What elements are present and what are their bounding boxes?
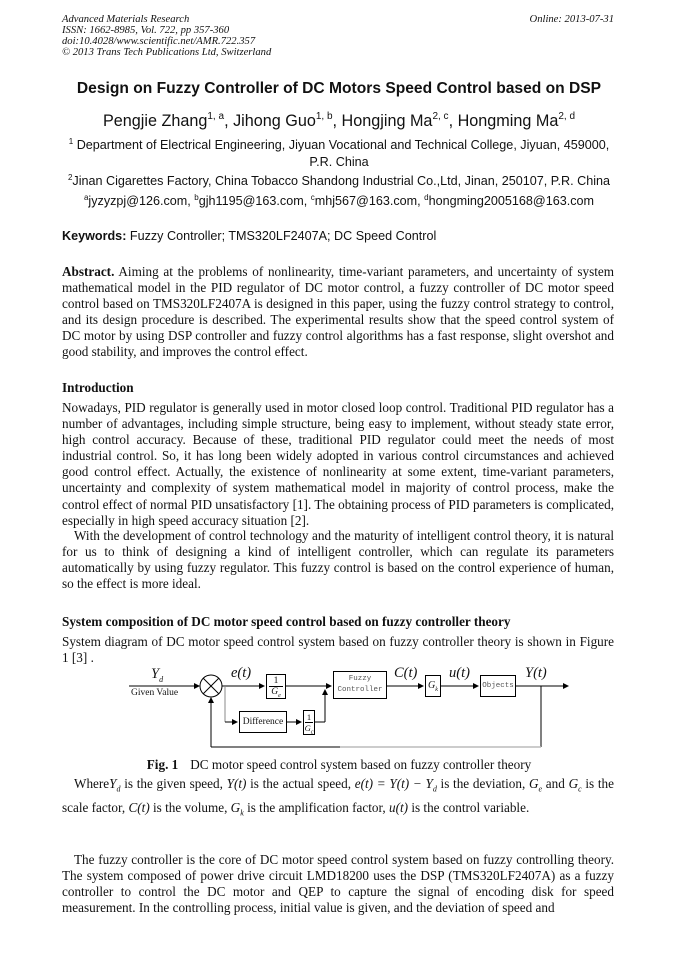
difference-block: Difference — [239, 711, 287, 733]
yt-label: Y(t) — [525, 665, 547, 681]
author-name: Hongjing Ma — [341, 112, 433, 130]
abstract-label: Abstract. — [62, 264, 115, 279]
abstract-text: Aiming at the problems of nonlinearity, time-variant parameters, and uncertainty of system mathematical model in the PID regulator of DC motor control, a fuzzy controller of DC motor speed control based on TMS320LF2407A is designed in this paper, using the fuzzy control strategy to control, and its design procedure is described. The experimental results show that the speed control system of DC motor by using DSP controller and fuzzy control algorithms has a fast response, slight overshot and good stability, and improves the control effect. — [62, 264, 614, 360]
author-sup: 1, a — [207, 111, 225, 122]
doi-line: doi:10.4028/www.scientific.net/AMR.722.357 — [62, 36, 256, 47]
author-sup: 2, c — [432, 111, 449, 122]
author-name: Pengjie Zhang — [102, 112, 208, 130]
section-heading-system: System composition of DC motor speed control based on fuzzy controller theory — [62, 614, 511, 629]
system-paragraph-1: System diagram of DC motor speed control system based on fuzzy controller theory is shown in Figure 1 [3] . — [62, 634, 614, 666]
author-name: Hongming Ma — [457, 112, 559, 130]
ct-label: C(t) — [394, 665, 418, 681]
keywords — [62, 229, 436, 243]
objects-block: Objects — [480, 675, 516, 697]
ut-label: u(t) — [449, 665, 470, 681]
inverse-ge-block: $\frac{1}{G_e}$ — [266, 674, 286, 699]
figure-label: Fig. 1 — [146, 757, 179, 772]
keywords-text: Fuzzy Controller; TMS320LF2407A; DC Speed Control — [129, 229, 437, 243]
author-sup: 1, b — [315, 111, 333, 122]
email-link[interactable]: hongming2005168@163.com — [428, 194, 595, 208]
figure-caption-text: DC motor speed control system based on fuzzy controller theory — [190, 757, 532, 772]
affiliation-2: $^2$Jinan Cigarettes Factory, China Tobacco Shandong Industrial Co.,Ltd, Jinan, 250107, P.R. China — [67, 173, 611, 188]
intro-paragraph-1: Nowadays, PID regulator is generally used in motor closed loop control. Traditional PID regulator has a number of advantages, including simple structure, being easy to implement, without steady state error, high control accuracy. Because of these, traditional PID regulator could meet the needs of most industrial control. So, it has long been widely adopted in various control circumstances and achieved good control effect. Actually, the existence of nonlinearity at some extent, time-variant parameters, uncertainty and complexity of system mathematical model in majority of control process, make the control effect of normal PID unsatisfactory [1]. The obtaining process of PID parameters is complicated, especially in high speed accuracy situation [2]. — [62, 400, 614, 528]
issn-line: ISSN: 1662-8985, Vol. 722, pp 357-360 — [62, 25, 230, 36]
email-list: $^a$jyzyzpj@126.com, $^b$gjh1195@163.com, $^c$mhj567@163.com, $^d$hongming2005168@163.com — [83, 193, 595, 208]
given-value-label: Given Value — [131, 688, 179, 698]
section-heading-introduction: Introduction — [62, 380, 134, 395]
keywords-label: Keywords: — [62, 229, 127, 243]
journal-header — [62, 14, 271, 58]
fuzzy-controller-paragraph: The fuzzy controller is the core of DC motor speed control system based on fuzzy controlling theory. The system composed of power drive circuit LMD18200 uses the DSP (TMS320LF2407A) as a fuzzy controller to control the DC motor and QEP to capture the signal of encoding disk for speed measurement. In the controlling process, initial value is given, and the deviation of speed and — [62, 852, 614, 916]
fuzzy-controller-block: Fuzzy Controller — [333, 671, 387, 699]
inverse-gc-block: $\frac{1}{G_c}$ — [304, 712, 314, 736]
email-link[interactable]: jyzyzpj@126.com — [88, 194, 188, 208]
gk-block: $G_k$ — [425, 675, 441, 697]
copyright-line: © 2013 Trans Tech Publications Ltd, Switzerland — [62, 47, 272, 58]
author-list: Pengjie Zhang$^{1, a}$, Jihong Guo$^{1, b}$, Hongjing Ma$^{2, c}$, Hongming Ma$^{2, d}$ — [102, 111, 576, 130]
et-label: e(t) — [231, 665, 252, 681]
yd-label: $Y_d$ — [151, 666, 164, 684]
author-sup: 2, d — [558, 111, 576, 122]
abstract — [62, 264, 614, 361]
author-name: Jihong Guo — [233, 112, 316, 130]
figure-caption — [0, 757, 678, 773]
online-date: Online: 2013-07-31 — [529, 14, 614, 25]
email-link[interactable]: gjh1195@163.com — [198, 194, 304, 208]
variable-definitions: WhereY$_d$ is the given speed, Y(t) is the actual speed, $e(t) = Y(t) - Y_d$ is the deviation, $G_e$ and $G_c$ is the scale factor, C(t) is the volume, $G_k$ is the amplification factor, u(t) is the control variable. — [62, 776, 615, 818]
affiliation-1: $^1$ Department of Electrical Engineering, Jiyuan Vocational and Technical College, Jiyuan, 459000, P.R. China — [68, 137, 610, 169]
intro-paragraph-2: With the development of control technology and the maturity of intelligent control theory, it is natural for us to think of designing a kind of intelligent controller, which can regulate its parameters automatically by using fuzzy regulator. This fuzzy control is based on the control experience of human, so the effect is more ideal. — [62, 528, 614, 592]
journal-name: Advanced Materials Research — [62, 14, 190, 25]
paper-title: Design on Fuzzy Controller of DC Motors Speed Control based on DSP — [76, 80, 602, 97]
email-link[interactable]: mhj567@163.com — [314, 194, 418, 208]
